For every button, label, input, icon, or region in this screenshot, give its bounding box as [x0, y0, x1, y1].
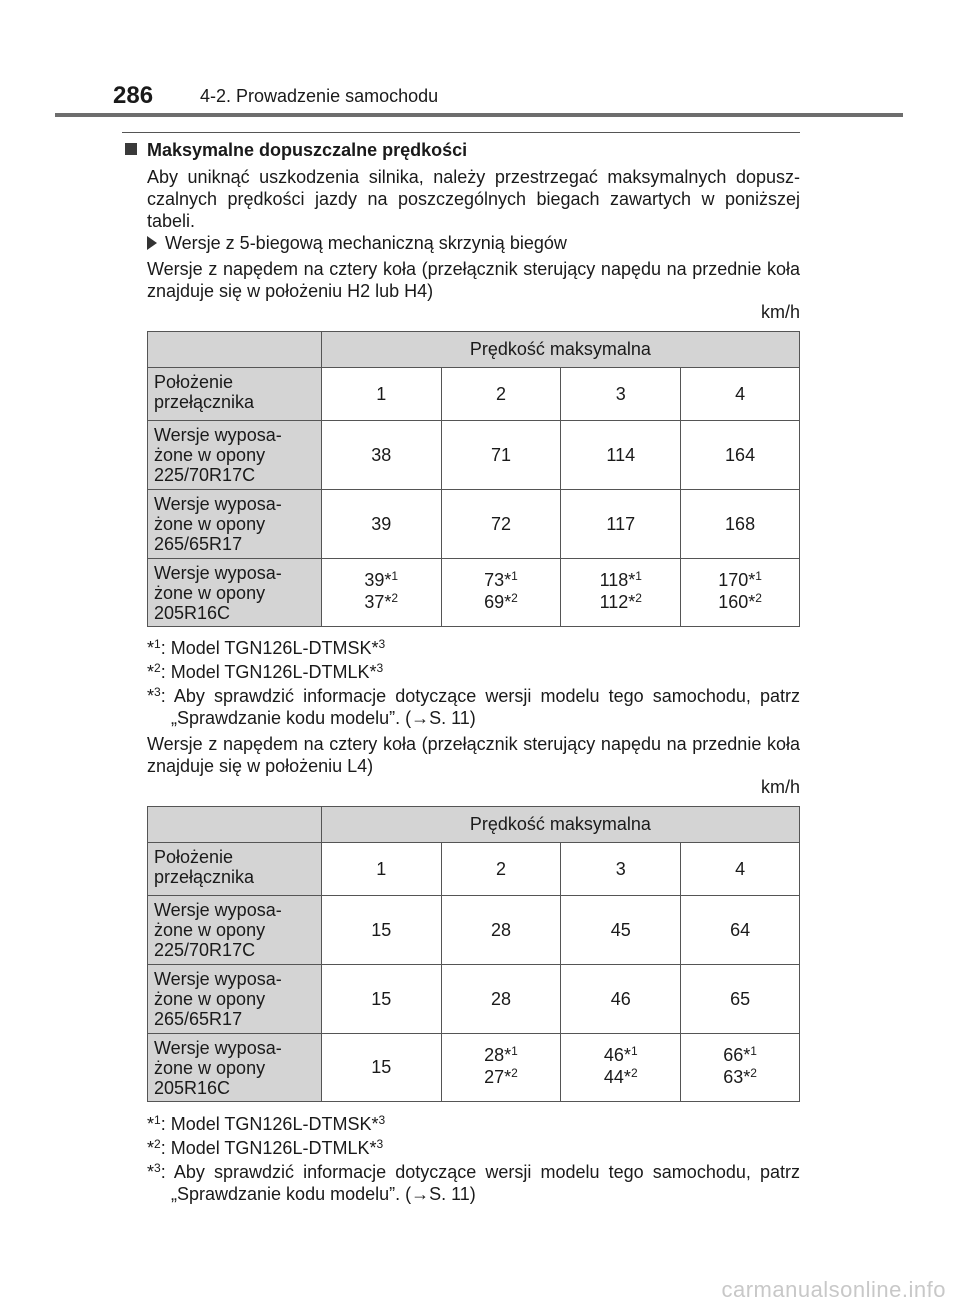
footnote-2: *$^2$: Model TGN126L-DTMLK*$^3$	[147, 661, 384, 682]
col-header: 1	[321, 368, 441, 421]
block2-text: Wersje z napędem na cztery koła (przełącznik sterujący napędu na przednie koła znajduje się w położeniu L4)	[147, 734, 800, 776]
row-header: Wersje wyposa-żone w opony 205R16C	[148, 1034, 322, 1102]
section-heading	[125, 140, 467, 161]
table-cell: 28	[441, 896, 561, 965]
table-cell: 15	[321, 965, 441, 1034]
table-cell: 45	[561, 896, 681, 965]
group-header: Prędkość maksymalna	[321, 807, 799, 843]
table-cell: 66*$^1$ 63*$^2$	[681, 1034, 800, 1102]
block2-unit: km/h	[760, 777, 800, 797]
table-cell: 38	[321, 421, 441, 490]
row-header: Wersje wyposa-żone w opony 265/65R17	[148, 490, 322, 559]
page-number: 286	[113, 82, 154, 109]
footnote-3: *$^3$: Aby sprawdzić informacje dotyczące wersji modelu tego samochodu, patrz „Sprawdzanie kodu modelu”. (→S. 11)	[147, 1161, 800, 1204]
table-cell: 117	[561, 490, 681, 559]
row-header: Położenie przełącznika	[148, 843, 322, 896]
speed-table-1	[147, 331, 800, 627]
table-cell: 118*$^1$ 112*$^2$	[561, 559, 681, 627]
table-cell: 39	[321, 490, 441, 559]
block1-text: Wersje z napędem na cztery koła (przełącznik sterujący napędu na przednie koła znajduje się w położeniu H2 lub H4)	[147, 259, 800, 301]
table-cell: 46*$^1$ 44*$^2$	[561, 1034, 681, 1102]
row-header: Wersje wyposa-żone w opony 225/70R17C	[148, 896, 322, 965]
col-header: 2	[441, 843, 561, 896]
col-header: 3	[561, 368, 681, 421]
subheading	[147, 233, 567, 254]
table-cell: 72	[441, 490, 561, 559]
section-divider	[122, 132, 800, 133]
watermark: carmanualsonline.info	[721, 1277, 946, 1302]
footnote-3: *$^3$: Aby sprawdzić informacje dotyczące wersji modelu tego samochodu, patrz „Sprawdzanie kodu modelu”. (→S. 11)	[147, 685, 800, 728]
table-cell: 71	[441, 421, 561, 490]
table-cell: 114	[561, 421, 681, 490]
chapter-title: 4-2. Prowadzenie samochodu	[200, 86, 439, 106]
group-header: Prędkość maksymalna	[321, 332, 799, 368]
table-cell: 28*$^1$ 27*$^2$	[441, 1034, 561, 1102]
triangle-bullet-icon	[147, 236, 157, 250]
col-header: 1	[321, 843, 441, 896]
table-cell: 39*$^1$ 37*$^2$	[321, 559, 441, 627]
header-divider	[55, 113, 903, 117]
section-title: Maksymalne dopuszczalne prędkości	[147, 140, 468, 160]
table-cell: 73*$^1$ 69*$^2$	[441, 559, 561, 627]
speed-table-2	[147, 806, 800, 1102]
table-corner	[148, 807, 322, 843]
intro-paragraph: Aby uniknąć uszkodzenia silnika, należy przestrzegać maksymalnych dopusz-czalnych prędkości jazdy na poszczególnych biegach zawartych w poniższej tabeli.	[147, 167, 800, 231]
row-header: Wersje wyposa-żone w opony 225/70R17C	[148, 421, 322, 490]
col-header: 3	[561, 843, 681, 896]
block1-unit: km/h	[760, 302, 800, 322]
col-header: 4	[681, 843, 800, 896]
col-header: 2	[441, 368, 561, 421]
table-cell: 170*$^1$ 160*$^2$	[681, 559, 800, 627]
footnote-1: *$^1$: Model TGN126L-DTMSK*$^3$	[147, 1113, 386, 1134]
table-cell: 15	[321, 896, 441, 965]
col-header: 4	[681, 368, 800, 421]
table-cell: 28	[441, 965, 561, 1034]
table-cell: 46	[561, 965, 681, 1034]
row-header: Położenie przełącznika	[148, 368, 322, 421]
footnote-1: *$^1$: Model TGN126L-DTMSK*$^3$	[147, 637, 386, 658]
table-cell: 15	[321, 1034, 441, 1102]
table-corner	[148, 332, 322, 368]
row-header: Wersje wyposa-żone w opony 205R16C	[148, 559, 322, 627]
footnote-2: *$^2$: Model TGN126L-DTMLK*$^3$	[147, 1137, 384, 1158]
row-header: Wersje wyposa-żone w opony 265/65R17	[148, 965, 322, 1034]
table-cell: 64	[681, 896, 800, 965]
table-cell: 164	[681, 421, 800, 490]
subheading-text: Wersje z 5-biegową mechaniczną skrzynią biegów	[165, 233, 567, 253]
table-cell: 65	[681, 965, 800, 1034]
square-bullet-icon	[125, 143, 137, 155]
table-cell: 168	[681, 490, 800, 559]
